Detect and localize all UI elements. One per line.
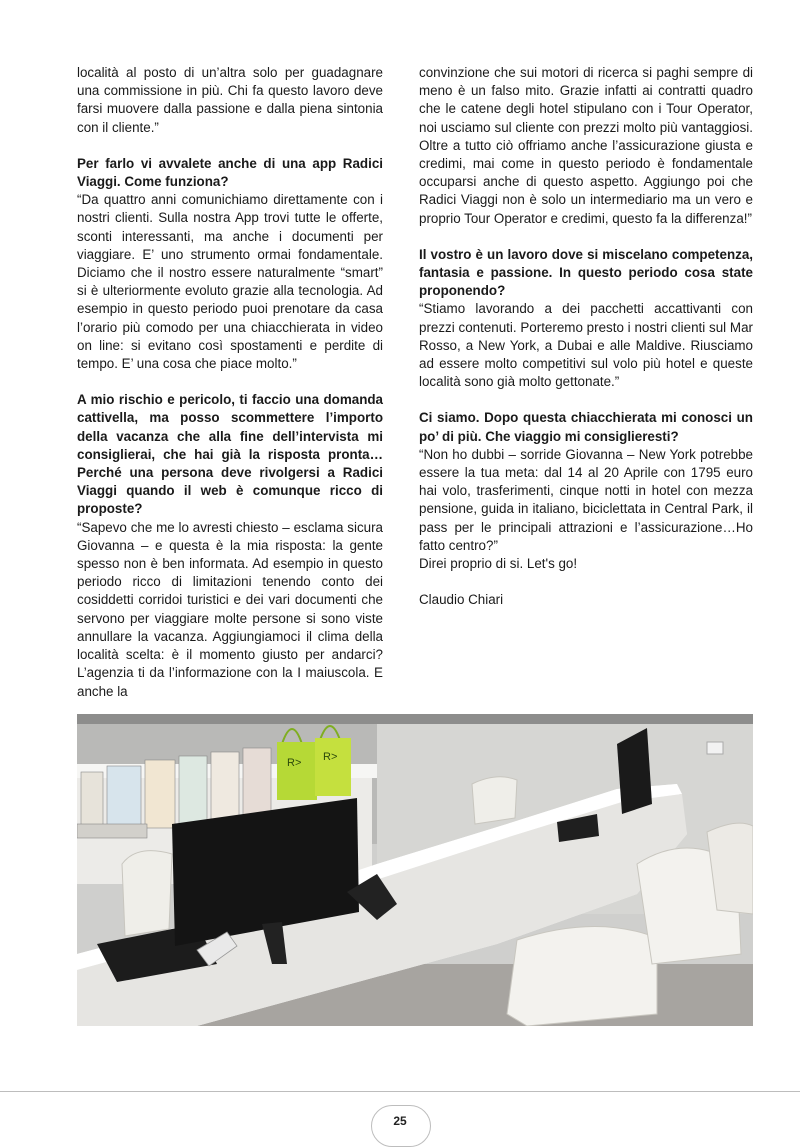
office-illustration <box>77 714 753 1026</box>
interview-question: Per farlo vi avvalete anche di una app Radici Viaggi. Come funziona? <box>77 155 383 190</box>
article-paragraph: “Da quattro anni comunichiamo direttamente con i nostri clienti. Sulla nostra App trovi tutte le offerte, sconti interessanti, ma anche i documenti per viaggiare. E’ uno strumento ormai fondamentale. Diciamo che il nostro essere naturalmente “smart” si è ulteriormente evoluto grazie alla tecnologia. Ad esempio in questo periodo puoi prenotare da casa l’orario più comodo per una chiacchierata in video on line: si evitano così spostamenti e perdite di tempo. E’ una cosa che piace molto.” <box>77 192 383 372</box>
right-column <box>419 64 753 609</box>
article-paragraph: convinzione che sui motori di ricerca si paghi sempre di meno è un falso mito. Grazie infatti ai contratti quadro che le catene degli hotel stipulano con i Tour Operator, noi usciamo sul cliente con prezzi molto più vantaggiosi. Oltre a tutto ciò offriamo anche l’assicurazione giusta e credimi, mai come in questo periodo è fondamentale occuparsi anche di questo aspetto. Aggiungo poi che Radici Viaggi non è solo un intermediario ma un vero e proprio Tour Operator e credimi, questo fa la differenza!” <box>419 65 753 226</box>
left-column <box>77 64 383 701</box>
bag-logo-text-2: R> <box>323 751 338 763</box>
interview-question: Il vostro è un lavoro dove si miscelano competenza, fantasia e passione. In questo periodo cosa state proponendo? <box>419 246 753 299</box>
page-number: 25 <box>393 1114 407 1128</box>
article-paragraph: Claudio Chiari <box>419 592 504 608</box>
footer-divider <box>0 1091 800 1092</box>
article-paragraph: “Sapevo che me lo avresti chiesto – esclama sicura Giovanna – e questa è la mia risposta: la gente spesso non è ben informata. Ad esempio in questo periodo ricco di limitazioni tenendo conto dei cosiddetti corridoi turistici e dei vari documenti che servono per viaggiare molte persone si sono viste annullare la vacanza. Aggiungiamoci il clima della località scelta: è il momento giusto per andarci? L’agenzia ti da l’informazione con la I maiuscola. E anche la <box>77 519 383 699</box>
article-paragraph: Direi proprio di si. Let's go! <box>419 556 578 572</box>
interview-question: A mio rischio e pericolo, ti faccio una domanda cattivella, ma posso scommettere l’importo della vacanza che alla fine dell’intervista mi consiglierai, che hai già la risposta pronta… Perché una persona deve rivolgersi a Radici Viaggi quando il web è comunque ricco di proposte? <box>77 392 383 517</box>
article-paragraph: “Stiamo lavorando a dei pacchetti accattivanti con prezzi contenuti. Porteremo presto i nostri clienti sul Mar Rosso, a New York, a Dubai e alle Maldive. Riusciamo ad essere molto competitivi sul volo più hotel e queste località sono già molto gettonate.” <box>419 301 753 390</box>
interview-question: Ci siamo. Dopo questa chiacchierata mi conosci un po’ di più. Che viaggio mi consiglieresti? <box>419 410 753 444</box>
bag-logo-text: R> <box>287 757 302 769</box>
article-paragraph: località al posto di un’altra solo per guadagnare una commissione in più. Chi fa questo lavoro deve farsi muovere dalla passione e dalla piena sintonia con il cliente.” <box>77 65 383 135</box>
article-paragraph: “Non ho dubbi – sorride Giovanna – New York potrebbe essere la tua meta: dal 14 al 20 Aprile con 1795 euro hai volo, trasferimenti, cinque notti in hotel con mezza pensione, guida in italiano, biciclettata in Central Park, il pass per le principali attrazioni e l’assicurazione…Ho fatto centro?” <box>419 446 753 553</box>
travel-agency-office-photo <box>77 714 753 1026</box>
